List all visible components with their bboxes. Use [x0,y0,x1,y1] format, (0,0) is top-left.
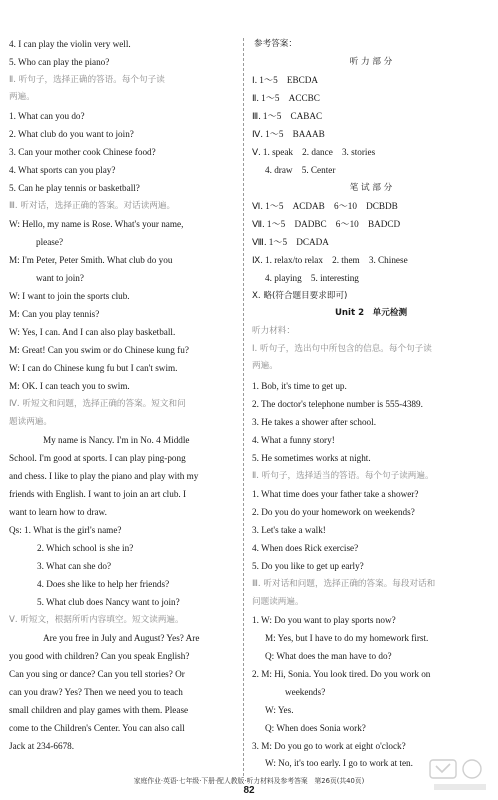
page-footer: 家庭作业·英语·七年级·下册·配人教版·听力材料及参考答案 第26页(共40页) [133,777,365,785]
text-line: 3. He takes a shower after school. [252,417,376,427]
text-line: 5. He sometimes works at night. [252,453,371,463]
answers-heading: 参考答案： [254,39,297,49]
passage-line: Are you free in July and August? Yes? Are [43,633,200,643]
answer-line: Ⅹ. 略(符合题目要求即可) [252,291,348,301]
section-title: 笔 试 部 分 [349,183,393,193]
dialogue-line: M: I'm Peter, Peter Smith. What club do you [9,255,173,265]
dialogue-line: please? [36,237,64,247]
dialogue-line: W: Yes, I can. And I can also play basketball. [9,327,176,337]
dialogue-line: W: I want to join the sports club. [9,291,130,301]
answer-line: Ⅳ. 1～5 BAAAB [252,129,325,139]
question-line: Qs: 1. What is the girl's name? [9,525,122,535]
text-line: 2. Do you do your homework on weekends? [252,507,415,517]
dialogue-line: M: Great! Can you swim or do Chinese kung fu? [9,345,189,355]
question-line: 5. What club does Nancy want to join? [37,597,180,607]
dialogue-line: W: No, it's too early. I go to work at ten. [265,758,413,768]
dialogue-line: 1. W: Do you want to play sports now? [252,615,396,625]
passage-line: can you draw? Yes? Then we need you to teach [9,687,183,697]
text-line: 1. What time does your father take a shower? [252,489,419,499]
passage-line: School. I'm good at sports. I can play ping-pong [9,453,186,463]
section-heading: Ⅲ. 听对话和问题，选择正确的答案。每段对话和 [252,579,436,589]
text-line: 4. What a funny story! [252,435,335,445]
answer-line: 4. draw 5. Center [265,165,336,175]
section-title: 听 力 部 分 [349,57,393,67]
answer-line: Ⅷ. 1～5 DCADA [252,237,329,247]
dialogue-line: W: I can do Chinese kung fu but I can't swim. [9,363,178,373]
section-heading: Ⅱ. 听句子，选择正确的答语。每个句子读 [9,75,165,85]
answer-line: Ⅰ. 1～5 EBCDA [252,75,319,85]
question-line: 4. Does she like to help her friends? [37,579,170,589]
answer-line: Ⅱ. 1～5 ACCBC [252,93,320,103]
section-heading: Ⅲ. 听对话，选择正确的答案。对话读两遍。 [9,201,176,211]
dialogue-line: Q: What does the man have to do? [265,651,392,661]
page-number: 82 [243,785,255,796]
column-divider [243,38,244,776]
passage-line: come to the Children's Center. You can also call [9,723,185,733]
dialogue-line: weekends? [285,687,326,697]
section-heading: 题读两遍。 [9,417,52,427]
answer-line: Ⅵ. 1～5 ACDAB 6～10 DCBDB [252,201,398,211]
passage-line: friends with English. I want to join an art club. I [9,489,187,499]
text-line: 4. What sports can you play? [9,165,116,175]
section-heading: 听力材料： [252,326,295,336]
dialogue-line: W: Hello, my name is Rose. What's your name, [9,219,184,229]
section-heading: 问题读两遍。 [252,597,304,607]
section-heading: Ⅰ. 听句子，选出句中所包含的信息。每个句子读 [252,344,432,354]
section-heading: Ⅱ. 听句子，选择适当的答语。每个句子读两遍。 [252,471,434,481]
text-line: 5. Do you like to get up early? [252,561,364,571]
answer-line: Ⅲ. 1～5 CABAC [252,111,323,121]
dialogue-line: want to join? [36,273,84,283]
passage-line: you good with children? Can you speak English? [9,651,190,661]
text-line: 2. What club do you want to join? [9,129,134,139]
dialogue-line: 2. M: Hi, Sonia. You look tired. Do you work on [252,669,431,679]
text-line: 4. I can play the violin very well. [9,39,131,49]
passage-line: small children and play games with them. Please [9,705,189,715]
section-heading: 两遍。 [252,361,278,371]
text-line: 4. When does Rick exercise? [252,543,359,553]
answer-line: Ⅸ. 1. relax/to relax 2. them 3. Chinese [252,255,408,265]
question-line: 3. What can she do? [37,561,112,571]
text-line: 5. Who can play the piano? [9,57,110,67]
answer-line: Ⅴ. 1. speak 2. dance 3. stories [252,147,376,157]
text-line: 2. The doctor's telephone number is 555-4389. [252,399,423,409]
text-line: 5. Can he play tennis or basketball? [9,183,140,193]
section-heading: 两遍。 [9,92,35,102]
text-line: 3. Let's take a walk! [252,525,326,535]
section-heading: Ⅳ. 听短文和问题，选择正确的答案。短文和问 [9,399,186,409]
dialogue-line: M: Yes, but I have to do my homework first. [265,633,429,643]
answer-line: Ⅶ. 1～5 DADBC 6～10 BADCD [252,219,401,229]
text-line: 3. Can your mother cook Chinese food? [9,147,156,157]
dialogue-line: Q: When does Sonia work? [265,723,366,733]
passage-line: Jack at 234-6678. [9,741,75,751]
passage-line: want to learn how to draw. [9,507,107,517]
text-line: 1. What can you do? [9,111,85,121]
watermark-logo [428,756,492,794]
text-line: 1. Bob, it's time to get up. [252,381,347,391]
question-line: 2. Which school is she in? [37,543,134,553]
dialogue-line: M: OK. I can teach you to swim. [9,381,130,391]
passage-line: My name is Nancy. I'm in No. 4 Middle [43,435,190,445]
answer-line: 4. playing 5. interesting [265,273,359,283]
dialogue-line: W: Yes. [265,705,294,715]
section-heading: Ⅴ. 听短文，根据所听内容填空。短文读两遍。 [9,615,184,625]
passage-line: Can you sing or dance? Can you tell stories? Or [9,669,185,679]
dialogue-line: M: Can you play tennis? [9,309,100,319]
unit-title: Unit 2 单元检测 [334,308,408,318]
dialogue-line: 3. M: Do you go to work at eight o'clock? [252,741,406,751]
passage-line: and chess. I like to play the piano and play with my [9,471,199,481]
